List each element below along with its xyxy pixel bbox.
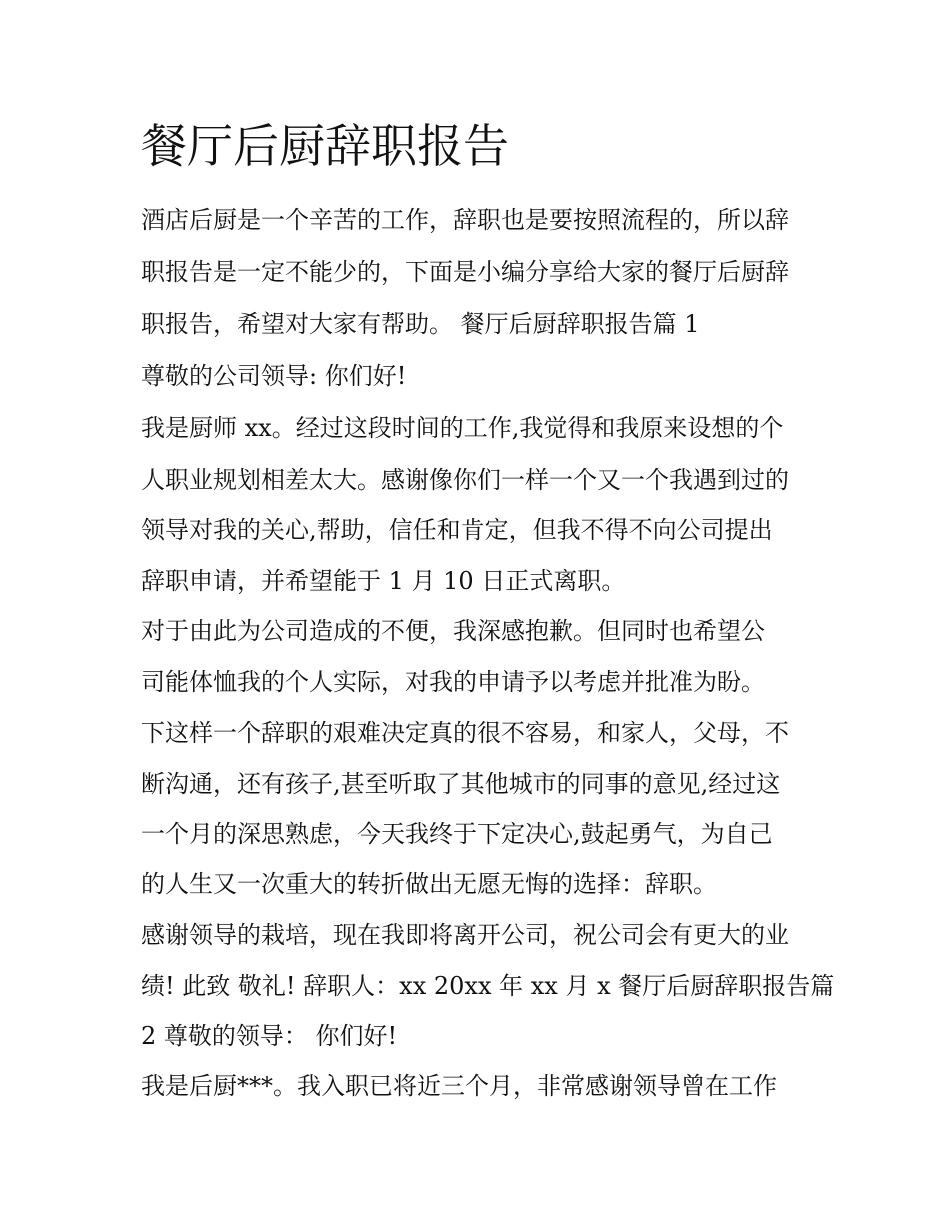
- paragraph-line: 我是后厨***。我入职已将近三个月，非常感谢领导曾在工作: [141, 1072, 777, 1100]
- paragraph-line: 绩! 此致 敬礼! 辞职人：xx 20xx 年 xx 月 x 餐厅后厨辞职报告篇: [141, 972, 835, 1000]
- paragraph-line: 领导对我的关心,帮助，信任和肯定，但我不得不向公司提出: [141, 516, 773, 544]
- paragraph-line: 一个月的深思熟虑，今天我终于下定决心,鼓起勇气，为自己: [141, 820, 773, 848]
- paragraph-line: 断沟通，还有孩子,甚至听取了其他城市的同事的意见,经过这: [141, 770, 781, 798]
- paragraph-line: 我是厨师 xx。经过这段时间的工作,我觉得和我原来设想的个: [141, 414, 784, 442]
- paragraph-line: 对于由此为公司造成的不便，我深感抱歉。但同时也希望公: [141, 617, 765, 645]
- document-title: 餐厅后厨辞职报告: [141, 119, 509, 173]
- paragraph-line: 下这样一个辞职的艰难决定真的很不容易，和家人，父母，不: [141, 719, 789, 747]
- paragraph-line: 酒店后厨是一个辛苦的工作，辞职也是要按照流程的，所以辞: [141, 206, 789, 234]
- paragraph-line: 司能体恤我的个人实际，对我的申请予以考虑并批准为盼。: [141, 668, 765, 696]
- paragraph-line: 感谢领导的栽培，现在我即将离开公司，祝公司会有更大的业: [141, 921, 789, 949]
- paragraph-line: 2 尊敬的领导： 你们好!: [141, 1022, 398, 1050]
- paragraph-line: 职报告是一定不能少的，下面是小编分享给大家的餐厅后厨辞: [141, 258, 789, 286]
- paragraph-line: 人职业规划相差太大。感谢像你们一样一个又一个我遇到过的: [141, 466, 789, 494]
- paragraph-line: 尊敬的公司领导: 你们好!: [141, 362, 407, 390]
- paragraph-line: 的人生又一次重大的转折做出无愿无悔的选择：辞职。: [141, 870, 717, 898]
- paragraph-line: 职报告，希望对大家有帮助。 餐厅后厨辞职报告篇 1: [141, 310, 700, 338]
- paragraph-line: 辞职申请，并希望能于 1 月 10 日正式离职。: [141, 567, 626, 595]
